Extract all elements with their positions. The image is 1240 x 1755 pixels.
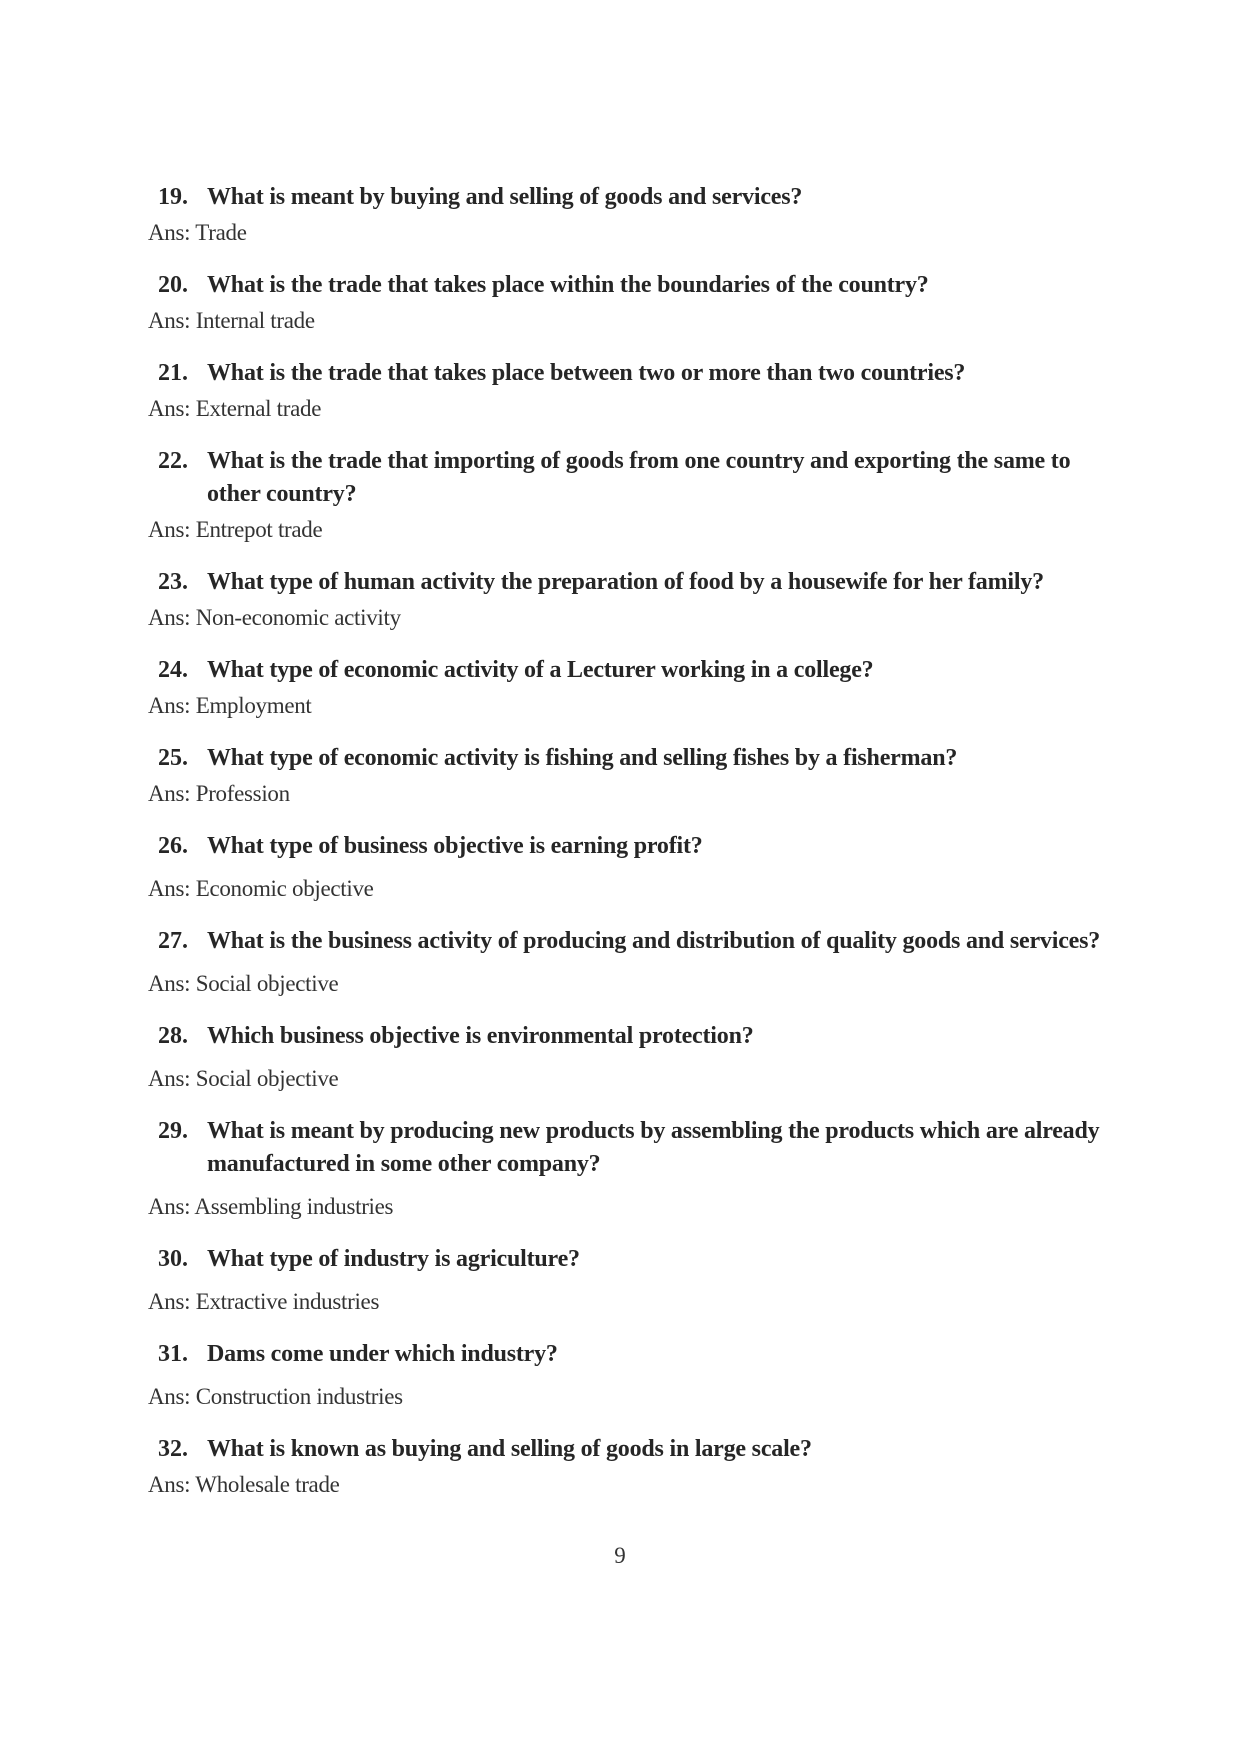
answer: Ans: Economic objective <box>148 876 374 901</box>
question-text: What is the trade that importing of goods from one country and exporting the same to other country? <box>207 448 1071 507</box>
question-number: 31. <box>158 1341 188 1367</box>
question-number: 21. <box>158 360 188 386</box>
question-text: What type of business objective is earning profit? <box>207 833 703 859</box>
answer: Ans: Extractive industries <box>148 1289 380 1314</box>
question <box>148 1338 1108 1371</box>
question <box>148 269 1108 302</box>
question <box>148 357 1108 390</box>
question-text: What type of economic activity is fishing and selling fishes by a fisherman? <box>207 745 958 771</box>
question-number: 27. <box>158 928 188 954</box>
qa-item <box>148 1020 1108 1094</box>
question-number: 20. <box>158 272 188 298</box>
answer: Ans: External trade <box>148 396 322 421</box>
qa-item <box>148 445 1108 545</box>
qa-item <box>148 654 1108 721</box>
question <box>148 654 1108 687</box>
answer: Ans: Employment <box>148 693 312 718</box>
answer: Ans: Profession <box>148 781 290 806</box>
question-text: What is known as buying and selling of goods in large scale? <box>207 1436 812 1462</box>
question <box>148 181 1108 214</box>
answer: Ans: Entrepot trade <box>148 517 323 542</box>
question <box>148 1020 1108 1053</box>
question-number: 24. <box>158 657 188 683</box>
question-text: What type of industry is agriculture? <box>207 1246 580 1272</box>
qa-item <box>148 1115 1108 1222</box>
question-number: 30. <box>158 1246 188 1272</box>
qa-item <box>148 1243 1108 1317</box>
question <box>148 1433 1108 1466</box>
answer: Ans: Trade <box>148 220 247 245</box>
qa-item <box>148 566 1108 633</box>
question-number: 25. <box>158 745 188 771</box>
question-text: Dams come under which industry? <box>207 1341 558 1367</box>
qa-list <box>148 181 1108 1500</box>
qa-item <box>148 1338 1108 1412</box>
question-number: 32. <box>158 1436 188 1462</box>
answer: Ans: Construction industries <box>148 1384 403 1409</box>
question-text: What is meant by buying and selling of goods and services? <box>207 184 803 210</box>
question <box>148 1243 1108 1276</box>
qa-item <box>148 1433 1108 1500</box>
question <box>148 742 1108 775</box>
question-text: What is the business activity of producing and distribution of quality goods and services? <box>207 928 1101 954</box>
qa-item <box>148 830 1108 904</box>
question-text: What is the trade that takes place between two or more than two countries? <box>207 360 966 386</box>
question <box>148 830 1108 863</box>
question-number: 29. <box>158 1118 188 1144</box>
answer: Ans: Social objective <box>148 1066 339 1091</box>
answer: Ans: Social objective <box>148 971 339 996</box>
answer: Ans: Wholesale trade <box>148 1472 340 1497</box>
answer: Ans: Non-economic activity <box>148 605 401 630</box>
question-text: What type of economic activity of a Lecturer working in a college? <box>207 657 874 683</box>
question-number: 28. <box>158 1023 188 1049</box>
answer: Ans: Assembling industries <box>148 1194 394 1219</box>
question-number: 23. <box>158 569 188 595</box>
qa-item <box>148 925 1108 999</box>
question-text: What type of human activity the preparation of food by a housewife for her family? <box>207 569 1044 595</box>
qa-item <box>148 357 1108 424</box>
question <box>148 566 1108 599</box>
question <box>148 445 1108 511</box>
question-text: What is meant by producing new products by assembling the products which are already manufactured in some other company? <box>207 1118 1100 1177</box>
question-number: 19. <box>158 184 188 210</box>
qa-item <box>148 181 1108 248</box>
answer: Ans: Internal trade <box>148 308 315 333</box>
page-number: 9 <box>614 1543 626 1568</box>
question-number: 26. <box>158 833 188 859</box>
question <box>148 1115 1108 1181</box>
question-text: What is the trade that takes place within the boundaries of the country? <box>207 272 929 298</box>
question <box>148 925 1108 958</box>
question-text: Which business objective is environmental protection? <box>207 1023 754 1049</box>
qa-item <box>148 742 1108 809</box>
qa-item <box>148 269 1108 336</box>
question-number: 22. <box>158 448 188 474</box>
